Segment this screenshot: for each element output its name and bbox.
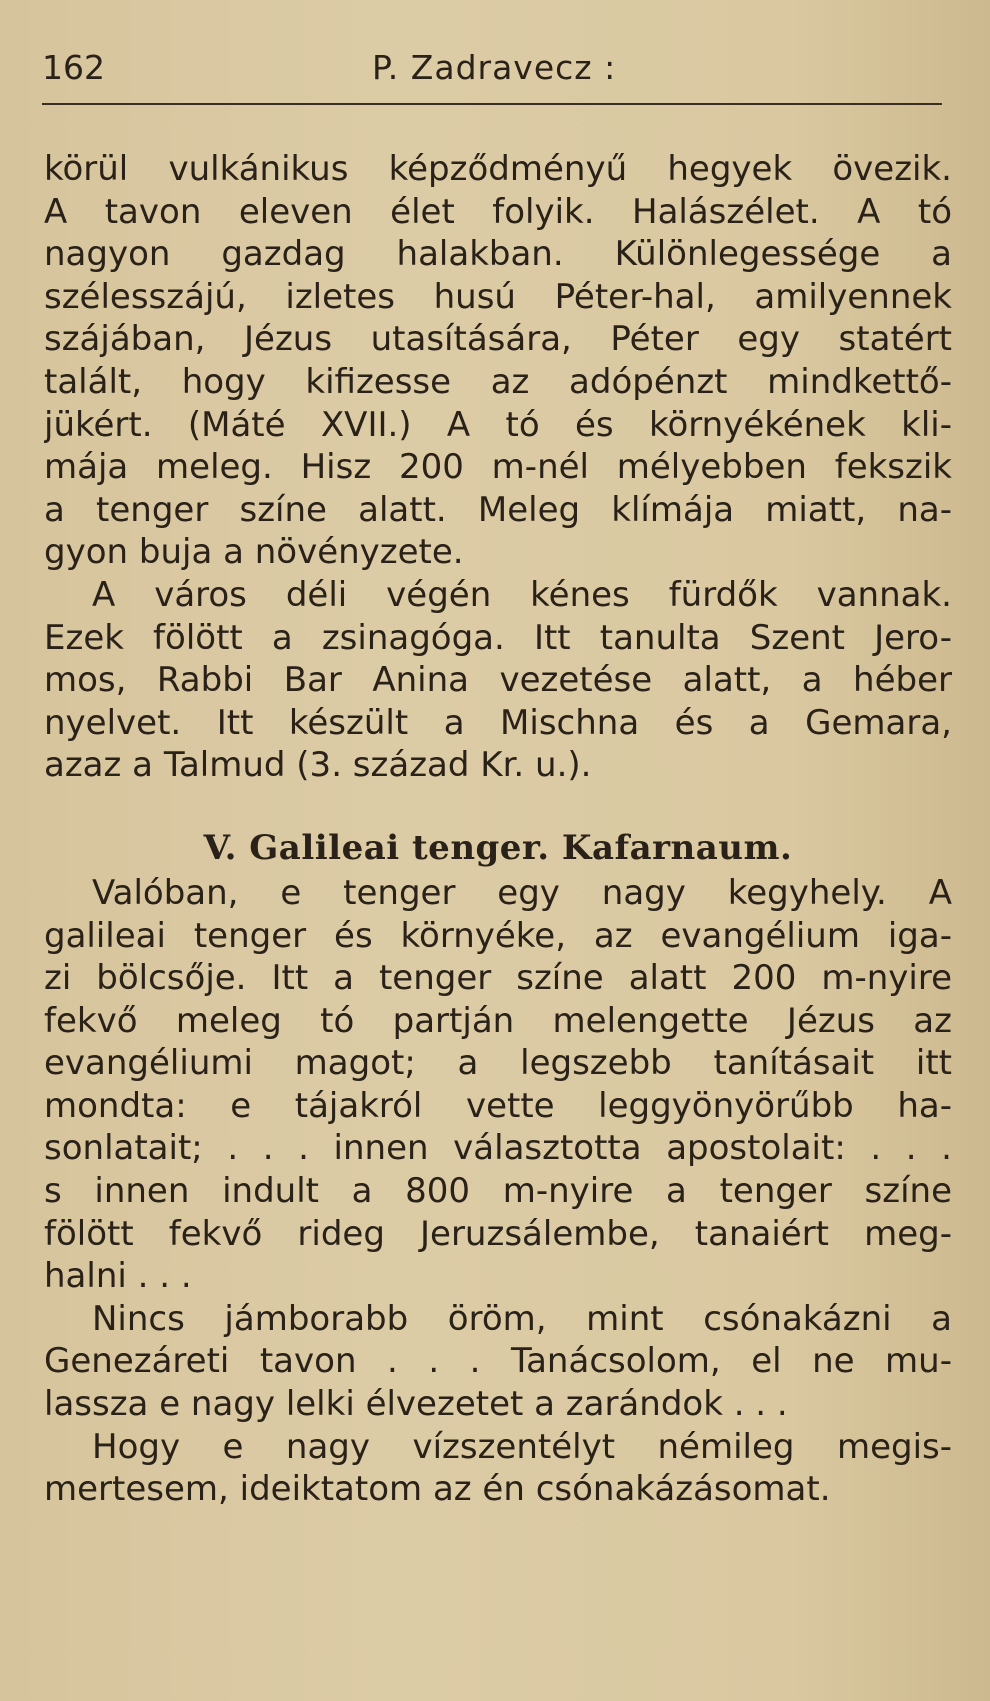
- text-line: mertesem, ideiktatom az én csónakázásomat.: [44, 1469, 831, 1510]
- text-line: A tavon eleven élet folyik. Halászélet. A tó: [44, 191, 952, 232]
- page-number: 162: [42, 48, 105, 87]
- text-line: szélesszájú, izletes husú Péter-hal, amilyennek: [44, 276, 952, 317]
- text-line: Nincs jámborabb öröm, mint csónakázni a: [92, 1298, 952, 1339]
- text-line: mája meleg. Hisz 200 m-nél mélyebben fekszik: [44, 447, 952, 488]
- text-line: szájában, Jézus utasítására, Péter egy statért: [44, 319, 952, 360]
- section-heading: V. Galileai tenger. Kafarnaum.: [203, 827, 793, 868]
- text-line: azaz a Talmud (3. század Kr. u.).: [44, 745, 592, 786]
- running-head: P. Zadravecz :: [372, 48, 617, 87]
- text-line: mondta: e tájakról vette leggyönyörűbb ha-: [44, 1085, 952, 1126]
- paragraph: [44, 1298, 952, 1426]
- text-line: jükért. (Máté XVII.) A tó és környékének kli-: [44, 404, 952, 445]
- text-line: Hogy e nagy vízszentélyt némileg megis-: [92, 1426, 952, 1467]
- text-line: A város déli végén kénes fürdők vannak.: [92, 574, 952, 615]
- paragraph: [44, 148, 952, 574]
- paragraph: [44, 1426, 952, 1511]
- text-line: Valóban, e tenger egy nagy kegyhely. A: [92, 872, 952, 913]
- text-line: nyelvet. Itt készült a Mischna és a Gemara,: [44, 702, 952, 743]
- text-line: s innen indult a 800 m-nyire a tenger színe: [44, 1171, 952, 1212]
- header-rule: [42, 103, 942, 105]
- text-line: Genezáreti tavon . . . Tanácsolom, el ne mu-: [44, 1341, 952, 1382]
- text-line: Ezek fölött a zsinagóga. Itt tanulta Szent Jero-: [44, 617, 952, 658]
- text-line: evangéliumi magot; a legszebb tanításait itt: [44, 1043, 952, 1084]
- text-line: mos, Rabbi Bar Anina vezetése alatt, a héber: [44, 660, 952, 701]
- text-line: a tenger színe alatt. Meleg klímája miatt, na-: [44, 489, 952, 530]
- paragraph: [44, 574, 952, 787]
- text-line: nagyon gazdag halakban. Különlegessége a: [44, 234, 952, 275]
- text-line: galileai tenger és környéke, az evangélium iga-: [44, 915, 952, 956]
- text-line: körül vulkánikus képződményű hegyek övezik.: [44, 149, 952, 189]
- text-line: sonlatait; . . . innen választotta apostolait: . . .: [44, 1128, 952, 1169]
- text-line: zi bölcsője. Itt a tenger színe alatt 200 m-nyire: [44, 958, 952, 999]
- page-header: [42, 48, 950, 94]
- text-line: gyon buja a növényzete.: [44, 532, 464, 573]
- body-text: [44, 148, 952, 1511]
- text-line: fekvő meleg tó partján melengette Jézus az: [44, 1000, 952, 1041]
- text-line: lassza e nagy lelki élvezetet a zarándok . . .: [44, 1384, 788, 1425]
- text-line: fölött fekvő rideg Jeruzsálembe, tanaiért meg-: [44, 1213, 952, 1254]
- text-line: talált, hogy kifizesse az adópénzt mindkettő-: [44, 361, 952, 402]
- paragraph: [44, 872, 952, 1298]
- text-line: halni . . .: [44, 1256, 192, 1297]
